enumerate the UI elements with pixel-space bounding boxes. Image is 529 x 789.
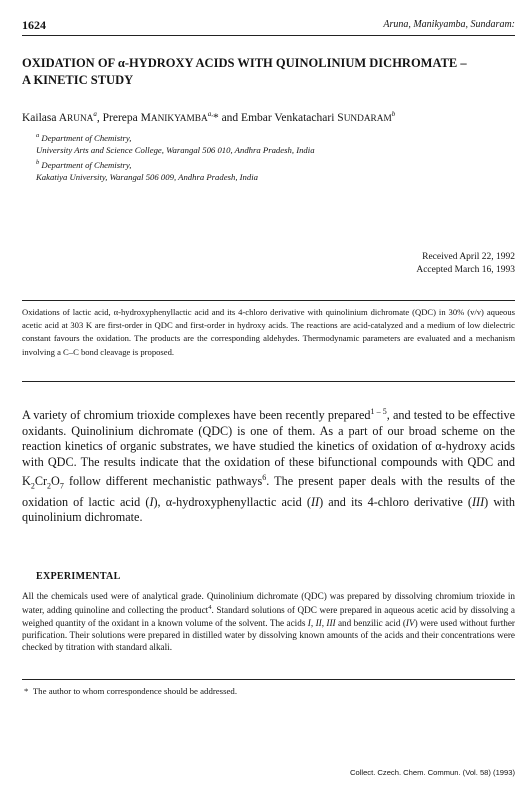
compound-ref: IV [405, 617, 415, 628]
compound-ref: III [326, 617, 336, 628]
section-heading-experimental: EXPERIMENTAL [36, 571, 121, 582]
author-3-family: UNDARAM [343, 113, 392, 124]
compound-ref: III [471, 494, 485, 509]
page-header [22, 18, 515, 34]
experimental-text: ) were used without further purification. Their solutions were prepared in distilled water by dissolving known amounts of the acids and their concentrations were checked by titration with standard alkali. [22, 617, 515, 653]
citation-4: 4 [208, 604, 212, 612]
formula-subscript: 2 [47, 481, 51, 491]
intro-text: . The present paper deals with the results of the oxidation of lactic acid ( [22, 474, 515, 509]
experimental-text: and benzilic acid ( [335, 617, 406, 628]
citation-6: 6 [262, 473, 267, 483]
author-2-given: , Prerepa [96, 111, 141, 124]
formula-subscript: 2 [30, 481, 35, 491]
intro-text: ) and its 4-chloro derivative ( [319, 494, 472, 509]
footnote-text: The author to whom correspondence should be addressed. [32, 686, 238, 696]
affiliation-b-line-1 [36, 157, 515, 171]
intro-text: ) with quinolinium dichromate. [22, 494, 516, 525]
compound-ref: I [149, 494, 154, 509]
affiliations [36, 130, 515, 183]
received-date: Received April 22, 1992 [422, 252, 515, 262]
affiliation-a-line-1 [36, 130, 515, 144]
experimental-paragraph [22, 590, 515, 654]
abstract: Oxidations of lactic acid, α-hydroxyphenyllactic acid and its 4-chloro derivative with quinolinium dichromate (QDC) in 30% (v/v) aqueous acetic acid at 303 K are first-order in QDC and first-order in hydroxy acids. The reactions are acid-catalyzed and a medium of low dielectric constant favours the oxidation. The products are the corresponding aldehydes. Thermodynamic parameters are evaluated and a mechanism involving a C–C bond cleavage is proposed. [22, 307, 515, 357]
author-1-family: RUNA [67, 113, 94, 124]
author-1-family-initial: A [58, 111, 68, 124]
author-2-family: ANIKYAMBA [150, 113, 208, 124]
formula-subscript: 7 [59, 481, 64, 491]
intro-text: , and tested to be effective oxidants. Quinolinium dichromate (QDC) is one of them. As a part of our broad scheme on the reaction kinetics of organic substrates, we have studied the kinetics of oxidation of α-hydroxy acids with QDC. The results indicate that the oxidation of these bifunctional compounds with QDC and K [22, 408, 515, 489]
affiliation-b-line-2: Kakatiya University, Warangal 506 009, Andhra Pradesh, India [36, 172, 259, 182]
header-rule [22, 35, 515, 36]
footnote-star: * [24, 686, 29, 696]
article-title [22, 55, 515, 89]
footnote-rule [22, 679, 515, 680]
affiliation-b-mark: b [36, 158, 40, 166]
experimental-text: , [321, 617, 327, 628]
intro-text: A variety of chromium trioxide complexes have been recently prepared [22, 408, 371, 423]
compound-ref: II [315, 617, 322, 628]
journal-citation: Collect. Czech. Chem. Commun. (Vol. 58) (1993) [349, 768, 515, 777]
abstract-top-rule [22, 300, 515, 301]
running-head: Aruna, Manikyamba, Sundaram: [383, 19, 515, 30]
abstract-bottom-rule [22, 381, 515, 382]
footnote [24, 686, 515, 696]
title-line-1: OXIDATION OF α-HYDROXY ACIDS WITH QUINOLINIUM DICHROMATE – [22, 56, 467, 70]
affiliation-a-mark: a [36, 132, 40, 139]
intro-text: follow different mechanistic pathways [63, 474, 263, 489]
compound-ref: II [310, 494, 320, 509]
author-3-family-initial: S [337, 111, 344, 124]
manuscript-dates [416, 251, 515, 277]
affiliation-a-line-2: University Arts and Science College, Warangal 506 010, Andhra Pradesh, India [36, 145, 315, 156]
introduction-paragraph [22, 404, 515, 526]
author-2-affil-mark: a, [207, 110, 213, 118]
author-2-family-initial: M [140, 111, 151, 124]
author-3-given: and Embar Venkatachari [218, 111, 338, 124]
experimental-text: . Standard solutions of QDC were prepared in aqueous acetic acid by dissolving a weighed quantity of the oxidant in a known volume of the solvent. The acids [22, 605, 515, 628]
accepted-date: Accepted March 16, 1993 [416, 265, 515, 275]
author-3-affil-mark: b [391, 110, 396, 118]
page-number: 1624 [22, 18, 46, 32]
author-list [22, 110, 515, 124]
affiliation-b-department: Department of Chemistry, [41, 159, 132, 170]
author-1-given: Kailasa [22, 111, 59, 124]
citation-1-5: 1 – 5 [370, 407, 387, 416]
intro-text: ), α-hydroxyphenyllactic acid ( [153, 494, 311, 509]
title-line-2: A KINETIC STUDY [22, 73, 134, 87]
experimental-text: All the chemicals used were of analytical grade. Quinolinium dichromate (QDC) was prepared by dissolving chromium trioxide in water, adding quinoline and collecting the product [22, 591, 515, 616]
compound-ref: I [307, 617, 311, 628]
affiliation-a-department: Department of Chemistry, [41, 132, 132, 143]
intro-text: O [51, 474, 60, 489]
corresponding-author-star: * [212, 111, 219, 124]
author-1-affil-mark: a [93, 110, 97, 118]
intro-text: Cr [34, 474, 47, 489]
experimental-text: , [310, 617, 316, 628]
